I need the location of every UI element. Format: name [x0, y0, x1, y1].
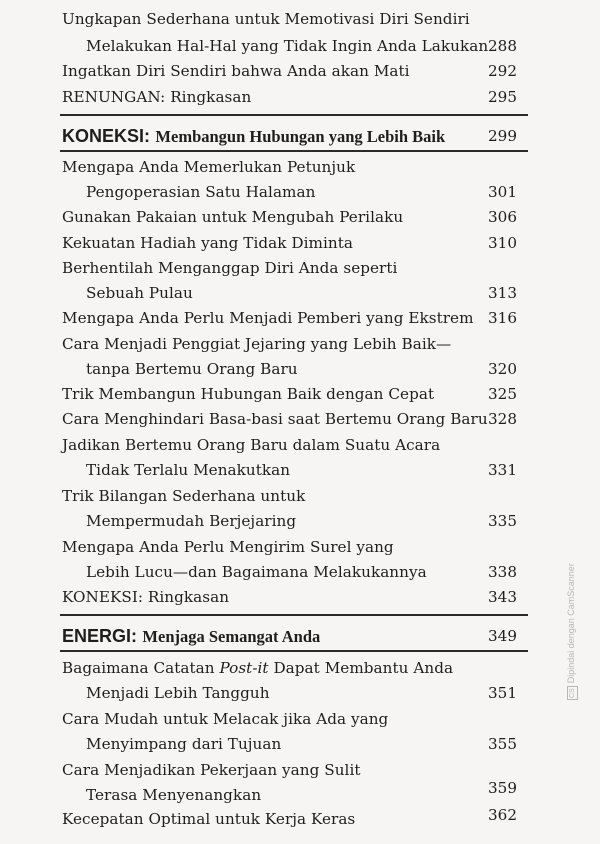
camscanner-logo-icon: CS	[569, 688, 576, 698]
toc-page-number: 325	[488, 385, 517, 403]
section-key: ENERGI:	[62, 626, 138, 646]
toc-page-number: 362	[488, 806, 517, 824]
toc-page-number: 316	[488, 309, 517, 327]
toc-entry-title: Kekuatan Hadiah yang Tidak Diminta	[62, 234, 353, 252]
toc-entry-title: Trik Bilangan Sederhana untuk	[62, 487, 306, 505]
section-subtitle: Membangun Hubungan yang Lebih Baik	[155, 127, 446, 146]
section-page-number: 349	[488, 627, 517, 645]
toc-page-number: 338	[488, 563, 517, 581]
toc-entry-title-cont: Menjadi Lebih Tangguh	[86, 684, 270, 702]
toc-page-number: 310	[488, 234, 517, 252]
toc-page-number: 295	[488, 88, 517, 106]
toc-page-number: 320	[488, 360, 517, 378]
toc-entry-title: Kecepatan Optimal untuk Kerja Keras	[62, 810, 356, 828]
toc-entry-title-cont: Pengoperasian Satu Halaman	[86, 183, 316, 201]
toc-entry-title: Mengapa Anda Perlu Mengirim Surel yang	[62, 538, 394, 556]
section-divider	[60, 114, 528, 116]
toc-page-number: 301	[488, 183, 517, 201]
toc-entry-title: Mengapa Anda Memerlukan Petunjuk	[62, 158, 356, 176]
section-divider	[60, 150, 528, 152]
section-page-number: 299	[488, 127, 517, 145]
toc-entry-title-part: Dapat Membantu Anda	[268, 659, 454, 677]
section-subtitle: Menjaga Semangat Anda	[142, 627, 321, 646]
section-key: KONEKSI:	[62, 126, 151, 146]
toc-entry-title: Cara Menghindari Basa-basi saat Bertemu Orang Baru	[62, 410, 488, 428]
watermark-text: Dipindai dengan CamScanner	[566, 563, 576, 684]
toc-entry-title-cont: Menyimpang dari Tujuan	[86, 735, 282, 753]
toc-entry-title: Berhentilah Menganggap Diri Anda seperti	[62, 259, 398, 277]
toc-entry-title: KONEKSI: Ringkasan	[62, 588, 230, 606]
toc-entry-title-cont: tanpa Bertemu Orang Baru	[86, 360, 298, 378]
toc-page-number: 335	[488, 512, 517, 530]
section-heading-energi	[62, 625, 320, 648]
toc-page-number: 328	[488, 410, 517, 428]
toc-entry-title-cont: Terasa Menyenangkan	[86, 786, 262, 804]
toc-entry-title: RENUNGAN: Ringkasan	[62, 88, 252, 106]
section-heading-koneksi	[62, 125, 445, 148]
toc-entry-title	[62, 658, 453, 678]
toc-page-number: 313	[488, 284, 517, 302]
toc-entry-title-cont: Mempermudah Berjejaring	[86, 512, 297, 530]
scanner-watermark	[566, 560, 578, 700]
toc-entry-title: Ingatkan Diri Sendiri bahwa Anda akan Mati	[62, 62, 410, 80]
toc-entry-title: Cara Menjadi Penggiat Jejaring yang Lebih Baik—	[62, 335, 452, 353]
toc-page-number: 343	[488, 588, 517, 606]
toc-entry-title-cont: Tidak Terlalu Menakutkan	[86, 461, 291, 479]
toc-page-number: 292	[488, 62, 517, 80]
toc-entry-title-cont: Sebuah Pulau	[86, 284, 193, 302]
toc-entry-title-italic: Post-it	[219, 659, 269, 677]
toc-page-number: 359	[488, 779, 517, 797]
toc-entry-title: Mengapa Anda Perlu Menjadi Pemberi yang Ekstrem	[62, 309, 474, 327]
toc-page-number: 288	[488, 37, 517, 55]
toc-entry-title: Ungkapan Sederhana untuk Memotivasi Diri Sendiri	[62, 10, 470, 28]
toc-entry-title: Gunakan Pakaian untuk Mengubah Perilaku	[62, 208, 404, 226]
toc-entry-title: Trik Membangun Hubungan Baik dengan Cepat	[62, 385, 435, 403]
toc-entry-title-cont: Melakukan Hal-Hal yang Tidak Ingin Anda Lakukan	[86, 37, 489, 55]
toc-entry-title: Cara Menjadikan Pekerjaan yang Sulit	[62, 761, 361, 779]
toc-entry-title: Jadikan Bertemu Orang Baru dalam Suatu Acara	[62, 436, 441, 454]
toc-entry-title-part: Bagaimana Catatan	[62, 659, 220, 677]
toc-page-number: 331	[488, 461, 517, 479]
section-divider	[60, 614, 528, 616]
toc-page-number: 351	[488, 684, 517, 702]
toc-entry-title-cont: Lebih Lucu—dan Bagaimana Melakukannya	[86, 563, 427, 581]
toc-entry-title: Cara Mudah untuk Melacak jika Ada yang	[62, 710, 389, 728]
toc-page-number: 355	[488, 735, 517, 753]
toc-page-number: 306	[488, 208, 517, 226]
section-divider	[60, 650, 528, 652]
